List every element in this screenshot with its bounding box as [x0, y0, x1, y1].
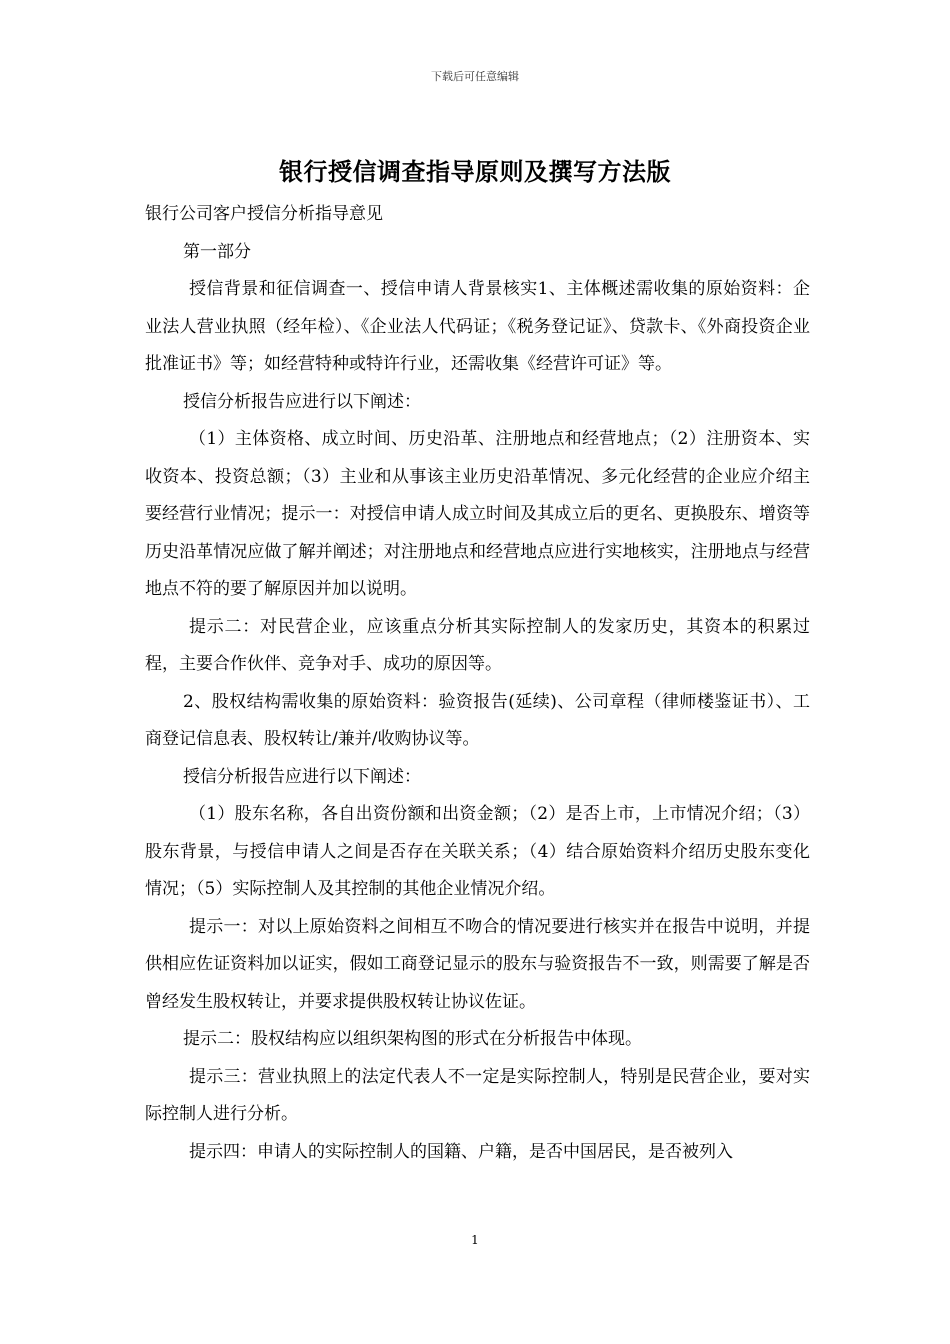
paragraph: 提示二：对民营企业，应该重点分析其实际控制人的发家历史，其资本的积累过程，主要合作伙伴、竞争对手、成功的原因等。	[145, 616, 810, 674]
paragraph: 授信分析报告应进行以下阐述：	[183, 391, 421, 412]
paragraph: （1）股东名称，各自出资份额和出资金额；（2）是否上市，上市情况介绍；（3）股东背景，与授信申请人之间是否存在关联关系；（4）结合原始资料介绍历史股东变化情况；（5）实际控制人及其控制的其他企业情况介绍。	[145, 804, 810, 899]
page-header-note: 下载后可任意编辑	[431, 70, 519, 83]
document-body	[145, 196, 810, 1171]
paragraph-subtitle: 银行公司客户授信分析指导意见	[145, 204, 383, 224]
paragraph: 提示一：对以上原始资料之间相互不吻合的情况要进行核实并在报告中说明，并提供相应佐证资料加以证实，假如工商登记显示的股东与验资报告不一致，则需要了解是否曾经发生股权转让，并要求提供股权转让协议佐证。	[145, 916, 810, 1012]
paragraph: 提示三：营业执照上的法定代表人不一定是实际控制人，特别是民营企业，要对实际控制人进行分析。	[145, 1066, 810, 1124]
paragraph-part-heading: 第一部分	[183, 241, 251, 262]
paragraph: （1）主体资格、成立时间、历史沿革、注册地点和经营地点；（2）注册资本、实收资本、投资总额；（3）主业和从事该主业历史沿革情况、多元化经营的企业应介绍主要经营行业情况；提示一：对授信申请人成立时间及其成立后的更名、更换股东、增资等历史沿革情况应做了解并阐述；对注册地点和经营地点应进行实地核实，注册地点与经营地点不符的要了解原因并加以说明。	[145, 429, 810, 599]
paragraph: 授信背景和征信调查一、授信申请人背景核实1、主体概述需收集的原始资料：企业法人营业执照（经年检）、《企业法人代码证；《税务登记证》、贷款卡、《外商投资企业批准证书》等；如经营特种或特许行业，还需收集《经营许可证》等。	[145, 279, 810, 374]
document-title: 银行授信调查指导原则及撰写方法版	[279, 157, 671, 186]
paragraph: 提示二：股权结构应以组织架构图的形式在分析报告中体现。	[183, 1029, 642, 1049]
paragraph: 授信分析报告应进行以下阐述：	[183, 766, 421, 787]
paragraph: 2、股权结构需收集的原始资料：验资报告(延续)、公司章程（律师楼鉴证书）、工商登记信息表、股权转让/兼并/收购协议等。	[145, 691, 810, 749]
page-number: 1	[471, 1233, 479, 1247]
paragraph: 提示四：申请人的实际控制人的国籍、户籍，是否中国居民，是否被列入	[189, 1141, 733, 1162]
